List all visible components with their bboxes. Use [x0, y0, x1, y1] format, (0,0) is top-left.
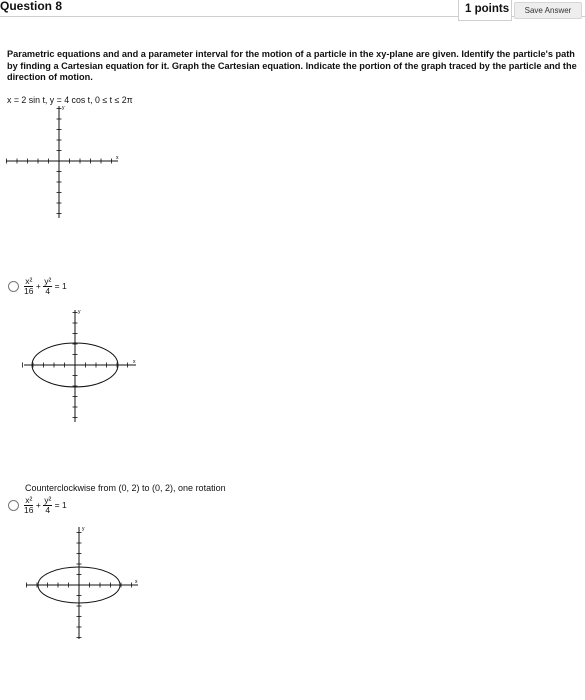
y-axis-label: y	[82, 526, 85, 532]
given-equations: x = 2 sin t, y = 4 cos t, 0 ≤ t ≤ 2π	[7, 95, 133, 105]
y-axis	[57, 106, 62, 218]
option-1-equation: $\frac{\text{x²}}{16}$ + $\frac{\text{y²}}{4}$ = 1	[24, 276, 67, 296]
option-2-radio[interactable]	[8, 500, 19, 511]
option-2-direction: Counterclockwise from (0, 2) to (0, 2), one rotation	[25, 483, 226, 493]
fraction-x: $\frac{\text{x²}}{16}$	[24, 276, 34, 296]
option-1-radio[interactable]	[8, 281, 19, 292]
fraction-y: $\frac{\text{y²}}{4}$	[44, 276, 52, 296]
question-prompt: Parametric equations and and a parameter interval for the motion of a particle in the xy-plane are given. Identify the particle's path by finding a Cartesian equation for it. Graph the Cartesian equation. Indicate the portion of the graph traced by the particle and the direction of motion.	[7, 49, 577, 82]
option-2-graph	[22, 523, 142, 641]
y-axis-label: y	[62, 105, 65, 111]
fraction-y: $\frac{\text{y²}}{4}$	[44, 495, 52, 515]
option-2-equation: $\frac{\text{x²}}{16}$ + $\frac{\text{y²}}{4}$ = 1	[24, 495, 67, 515]
x-axis	[6, 159, 118, 164]
option-1-graph	[20, 306, 140, 424]
x-axis-label: x	[133, 359, 136, 365]
x-axis-label: x	[116, 155, 119, 161]
question-title: Question 8	[0, 0, 63, 13]
x-axis-label: x	[135, 579, 138, 585]
points-box	[458, 0, 512, 21]
given-axes-graph	[4, 102, 122, 220]
points-label: 1 points	[465, 3, 510, 15]
fraction-x: $\frac{\text{x²}}{16}$	[24, 495, 34, 515]
save-answer-button[interactable]: Save Answer	[514, 2, 582, 19]
y-axis-label: y	[78, 309, 81, 315]
